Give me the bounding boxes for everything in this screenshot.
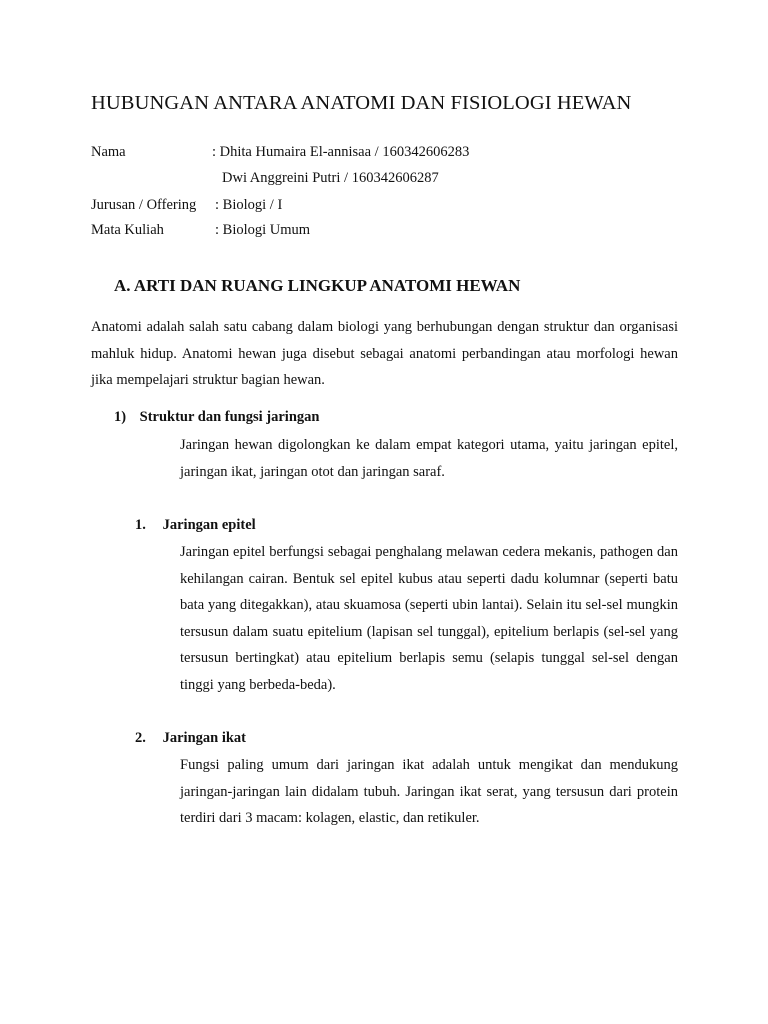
section-a-paragraph: Anatomi adalah salah satu cabang dalam biologi yang berhubungan dengan struktur dan organisasi mahluk hidup. Anatomi hewan juga disebut sebagai anatomi perbandingan atau morfologi hewan jika mempelajari struktur bagian hewan. — [91, 319, 678, 388]
item-2-paragraph: Fungsi paling umum dari jaringan ikat adalah untuk mengikat dan mendukung jaringan-jaringan lain didalam tubuh. Jaringan ikat serat, yang tersusun dari protein terdiri dari 3 macam: kolagen, elastic, dan retikuler. — [180, 757, 678, 826]
nama-value-2: Dwi Anggreini Putri / 160342606287 — [222, 170, 439, 186]
item-1-number: 1. — [135, 517, 146, 533]
jurusan-value: : Biologi / I — [215, 197, 283, 213]
nama-value-1: : Dhita Humaira El-annisaa / 160342606283 — [212, 144, 470, 160]
document-title: HUBUNGAN ANTARA ANATOMI DAN FISIOLOGI HEWAN — [91, 92, 632, 114]
sub-1-heading: Struktur dan fungsi jaringan — [139, 409, 320, 425]
sub-1-number: 1) — [114, 409, 127, 425]
sub-1-heading-row — [114, 408, 319, 426]
jurusan-label: Jurusan / Offering — [91, 197, 197, 213]
item-1-paragraph: Jaringan epitel berfungsi sebagai penghalang melawan cedera mekanis, pathogen dan kehilangan cairan. Bentuk sel epitel kubus atau seperti dadu kolumnar (seperti batu bata yang ditegakkan), atau skuamosa (seperti ubin lantai). Selain itu sel-sel mungkin tersusun dalam suatu epitelium (lapisan sel tunggal), epitelium berlapis (sel-sel yang tersusun bertingkat) atau epitelium berlapis semu (selapis tunggal sel-sel dengan tinggi yang berbeda-beda). — [180, 544, 678, 693]
sub-1-paragraph: Jaringan hewan digolongkan ke dalam empat kategori utama, yaitu jaringan epitel, jaringan ikat, jaringan otot dan jaringan saraf. — [180, 437, 678, 480]
item-1-heading-row — [135, 516, 256, 534]
item-1-heading: Jaringan epitel — [162, 517, 256, 533]
item-2-heading: Jaringan ikat — [162, 730, 247, 746]
nama-label: Nama — [91, 144, 126, 160]
section-a-heading: A. ARTI DAN RUANG LINGKUP ANATOMI HEWAN — [114, 276, 521, 295]
item-2-number: 2. — [135, 730, 146, 746]
matkul-label: Mata Kuliah — [91, 222, 164, 238]
item-2-heading-row — [135, 729, 246, 747]
matkul-value: : Biologi Umum — [215, 222, 311, 238]
